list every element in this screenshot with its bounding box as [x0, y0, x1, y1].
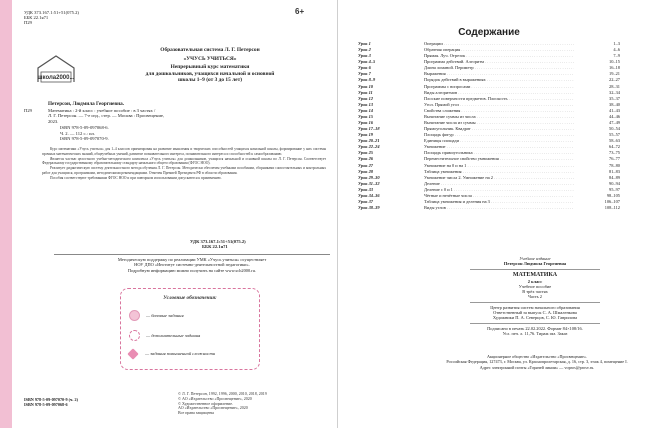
toc-pages: 98–105 [606, 192, 620, 198]
support-note [54, 254, 330, 273]
toc-lesson: Урок 12 [358, 95, 373, 101]
toc-lesson: Урок 25 [358, 150, 373, 156]
toc-topic: Чётные и нечётные числа . . . [424, 193, 574, 199]
imprint-center: Центр развития систем начального образования [490, 304, 580, 310]
imprint-parts: В трёх частях [522, 289, 548, 295]
school-2000-logo [34, 52, 78, 86]
udk-block [24, 10, 79, 26]
copyright-line: © Художественное оформление. [178, 400, 234, 406]
catalog-isbn-1: ISBN 978-5-09-097068-6. [60, 124, 109, 130]
publisher-block [438, 354, 636, 370]
toc-lesson: Урок 16 [358, 120, 373, 126]
logo-text: школа2000... [37, 75, 75, 81]
toc-lesson: Урок 29–30 [358, 174, 380, 180]
imprint-print: Подписано в печать 22.02.2022. Формат 84×108/16. [487, 325, 583, 331]
toc-lesson: Урок 31–32 [358, 180, 380, 186]
imprint-artists: Художники П. А. Северцов, С. Ю. Гаврилова [492, 315, 578, 321]
toc-topic: Таблица умножения . . . [424, 169, 574, 175]
toc-lesson: Урок 2 [358, 47, 371, 53]
catalog-desc-2: Л. Г. Петерсон. — 7-е изд., стер. — Москва : Просвещение, [48, 113, 165, 119]
toc-lesson: Урок 15 [358, 113, 373, 119]
toc-lesson: Урок 8–9 [358, 77, 376, 83]
legend-item-basic [129, 310, 184, 321]
hard-task-star-icon [127, 348, 138, 359]
toc-topic: Длина ломаной. Периметр . . . [424, 65, 574, 71]
toc-topic: Плоские поверхности предметов. Плоскость . . . [424, 96, 574, 102]
series-name: «УЧУСЬ УЧИТЬСЯ» [183, 55, 237, 62]
toc-pages: 64–72 [609, 144, 620, 150]
toc-topic: Переместительное свойство умножения . . . [424, 156, 574, 162]
support-line: НОУ ДПО «Институт системно-деятельностной педагогики». [134, 262, 250, 268]
toc-topic: Деление с 0 и 1 . . . [424, 187, 574, 193]
imprint-grade: 2 класс [527, 278, 543, 284]
legend-label: — дополнительные задания [146, 332, 201, 338]
copyright-line: Все права защищены [178, 410, 215, 416]
series-system: Образовательная система Л. Г. Петерсон [160, 47, 260, 53]
toc-topic: Программы с вопросами . . . [424, 84, 574, 90]
toc-pages: 41–43 [609, 107, 620, 113]
catalog-desc-1: Математика : 2-й класс : учебное пособие : в 3 частях / [48, 107, 156, 113]
toc-pages: 4–6 [613, 47, 620, 53]
code-line: П29 [24, 20, 32, 26]
support-line: Методическую поддержку по реализации УМК «Учусь учиться» осуществляет [117, 257, 267, 262]
catalog-part: Ч. 2. — 112 с.: ил. [60, 130, 95, 136]
catalog-code: П29 [24, 107, 32, 113]
page-edge-strip [0, 0, 12, 428]
toc-pages: 19–21 [609, 71, 620, 77]
bbk-line: ББК 22.1я71 [24, 15, 49, 21]
toc-pages: 84–89 [609, 174, 620, 180]
toc-topic: Виды алгоритмов . . . [424, 90, 574, 96]
legend-label: — задания повышенной сложности [145, 351, 216, 357]
toc-topic: Обратная операция . . . [424, 47, 574, 53]
toc-lesson: Урок 20–21 [358, 138, 380, 144]
age-rating: 6+ [295, 7, 305, 16]
toc-topic: Деление . . . [424, 181, 574, 187]
imprint-divider [470, 323, 600, 324]
toc-pages: 55–57 [609, 132, 620, 138]
right-page [358, 0, 650, 428]
toc-pages: 106–107 [604, 199, 620, 205]
page-divider [337, 0, 338, 428]
publisher-line: Российская Федерация, 127473, г. Москва, ул. Краснопролетарская, д. 16, стр. 3, этаж 4, помещение I. [446, 359, 628, 365]
catalog-isbn-2: ISBN 978-5-09-097070-9. [60, 136, 109, 142]
toc-lesson: Урок 37 [358, 199, 373, 205]
toc-pages: 38–40 [609, 101, 620, 107]
toc-lesson: Урок 10 [358, 83, 373, 89]
publisher-line: Адрес электронной почты «Горячей линии» — vopros@prosv.ru. [479, 364, 595, 370]
abstract-paragraph: Реализует дидактическую систему деятельностного метода обучения Л. Г. Петерсон. Методически обеспечен учебными пособиями, сборниками самостоятельных и контрольных работ для учащихся, программами, методическими рекомендациями. Отмечен Премией Президента РФ в области образования. [42, 166, 326, 175]
series-title [100, 47, 320, 84]
toc-pages: 73–75 [609, 150, 620, 156]
toc-lesson: Урок 34–36 [358, 192, 380, 198]
toc-pages: 78–80 [609, 162, 620, 168]
imprint-kind: Учебное издание [519, 256, 551, 261]
copyright-line: © АО «Издательство «Просвещение», 2020 [178, 395, 252, 401]
legend-item-hard [129, 350, 215, 358]
toc-lesson: Урок 7 [358, 71, 371, 77]
toc-lesson: Урок 13 [358, 101, 373, 107]
table-of-contents [358, 41, 620, 211]
toc-topic: Таблица умножения и деления на 3 . . . [424, 199, 574, 205]
toc-lesson: Урок 1 [358, 41, 371, 46]
udk-line: УДК 373.167.1:51+51(075.2) [24, 10, 79, 15]
abstract [42, 147, 326, 181]
toc-topic: Вычитание суммы из числа . . . [424, 114, 574, 120]
toc-lesson: Урок 22–24 [358, 144, 380, 150]
toc-pages: 28–31 [609, 83, 620, 89]
basic-task-circle-icon [129, 310, 140, 321]
toc-lesson: Урок 33 [358, 186, 373, 192]
toc-topic: Умножение числа 2. Умножение на 2 . . . [424, 175, 574, 181]
bbk-bottom-line: ББК 22.1я71 [202, 244, 228, 250]
udk-bottom-line: УДК 373.167.1:51+51(075.2) [190, 239, 246, 244]
imprint-sheets: Усл. печ. л. 11,76. Тираж экз. Заказ [502, 330, 568, 336]
series-ages: школы 1–9 (от 3 до 15 лет) [177, 77, 243, 84]
toc-topic: Угол. Прямой угол . . . [424, 102, 574, 108]
toc-pages: 47–49 [609, 120, 620, 126]
toc-topic: Прямоугольник. Квадрат . . . [424, 126, 574, 132]
toc-topic: Умножение на 0 и на 1 . . . [424, 163, 574, 169]
toc-topic: Свойства сложения . . . [424, 108, 574, 114]
copyright-line: АО «Издательство «Просвещение», 2020 [178, 405, 248, 411]
imprint-block [450, 256, 620, 336]
toc-topic: Порядок действий в выражениях . . . [424, 77, 574, 83]
toc-topic: Умножение . . . [424, 144, 574, 150]
toc-topic: Программа действий. Алгоритм . . . [424, 59, 574, 65]
catalog-author: Петерсон, Людмила Георгиевна. [48, 101, 125, 107]
abstract-paragraph: Пособия соответствуют требованиям ФГОС НОО и при повторном использовании допускаются к применению. [50, 175, 222, 180]
toc-lesson: Урок 14 [358, 107, 373, 113]
legend-label: — базовые задания [146, 312, 184, 318]
toc-title: Содержание [458, 27, 520, 38]
toc-pages: 32–34 [609, 89, 620, 95]
toc-topic: Вычитание числа из суммы . . . [424, 120, 574, 126]
toc-pages: 7–9 [613, 53, 620, 59]
toc-pages: 76–77 [609, 156, 620, 162]
isbn-general: ISBN 978-5-09-097068-6 [24, 402, 68, 407]
toc-pages: 95–97 [609, 186, 620, 192]
toc-lesson: Урок 17–18 [358, 126, 380, 132]
left-page [20, 0, 330, 428]
legend-box [120, 288, 260, 370]
toc-topic: Прямая. Луч. Отрезок . . . [424, 53, 574, 59]
toc-pages: 44–46 [609, 113, 620, 119]
toc-pages: 10–15 [609, 59, 620, 65]
imprint-title: МАТЕМАТИКА [512, 271, 558, 278]
udk-bottom [190, 239, 246, 250]
toc-topic: Виды углов . . . [424, 205, 574, 211]
imprint-resp: Ответственный за выпуск С. А. Шмаленкова [493, 310, 577, 316]
toc-lesson: Урок 28 [358, 168, 373, 174]
toc-lesson: Урок 27 [358, 162, 373, 168]
toc-pages: 81–83 [609, 168, 620, 174]
isbn-bottom [24, 397, 78, 407]
toc-topic: Выражения . . . [424, 71, 574, 77]
toc-pages: 50–54 [609, 126, 620, 132]
copyright-block [178, 392, 328, 416]
toc-topic: Площадь фигур . . . [424, 132, 574, 138]
extra-task-circle-icon [129, 330, 140, 341]
toc-pages: 16–18 [609, 65, 620, 71]
toc-pages: 22–27 [609, 77, 620, 83]
legend-item-extra [129, 330, 200, 341]
toc-lesson: Урок 11 [358, 89, 373, 95]
copyright-line: © Л. Г. Петерсон, 1992, 1996, 2000, 2010, 2018, 2019 [178, 391, 267, 396]
toc-topic: Единицы площади . . . [424, 138, 574, 144]
imprint-part: Часть 2 [528, 294, 542, 300]
series-course: Непрерывный курс математики [170, 64, 250, 71]
toc-topic: Площадь прямоугольника . . . [424, 150, 574, 156]
catalog-card [24, 102, 324, 142]
toc-lesson: Урок 3 [358, 53, 371, 59]
imprint-author: Петерсон Людмила Георгиевна [503, 261, 567, 267]
toc-topic: Операции . . . [424, 41, 574, 47]
catalog-desc-3: 2023. [48, 119, 59, 125]
toc-lesson: Урок 6 [358, 65, 371, 71]
toc-pages: 58–63 [609, 138, 620, 144]
legend-title: Условные обозначения: [163, 295, 217, 301]
toc-lesson: Урок 38–39 [358, 205, 380, 211]
abstract-paragraph: Является частью целостного учебно-методического комплекса «Учусь учиться» для дошкольников, учащихся начальной и основной школы по Л. Г. Петерсон. Соответствует Федеральному государственному образовательному стандарту начального общего образования (ФГОС НОО). [42, 156, 326, 165]
abstract-paragraph: Курс математики «Учусь учиться» для 1–4 классов ориентирован на развитие мышления и творческих способностей учащихся начальной школы, формирование у них системы прочных математических знаний, общеучебных умений, развитие познавательного интереса, познавательного интереса и способностей к самообразованию. [42, 147, 326, 156]
toc-pages: 35–37 [609, 95, 620, 101]
publisher-line: Акционерное общество «Издательство «Просвещение». [487, 354, 587, 359]
toc-pages: 1–3 [613, 41, 620, 46]
toc-pages: 108–112 [604, 205, 620, 211]
toc-lesson: Урок 26 [358, 156, 373, 162]
toc-row [358, 205, 620, 211]
series-audience: для дошкольников, учащихся начальной и основной [145, 70, 275, 77]
toc-lesson: Урок 4–5 [358, 59, 376, 65]
imprint-divider [470, 269, 600, 270]
toc-lesson: Урок 19 [358, 132, 373, 138]
imprint-divider [470, 302, 600, 303]
imprint-type: Учебное пособие [518, 283, 552, 289]
isbn-part: ISBN 978-5-09-097070-9 (ч. 2) [24, 397, 79, 402]
support-line: Подробную информацию можно получить на сайте www.sch2000.ru. [127, 267, 257, 273]
toc-pages: 90–94 [609, 180, 620, 186]
